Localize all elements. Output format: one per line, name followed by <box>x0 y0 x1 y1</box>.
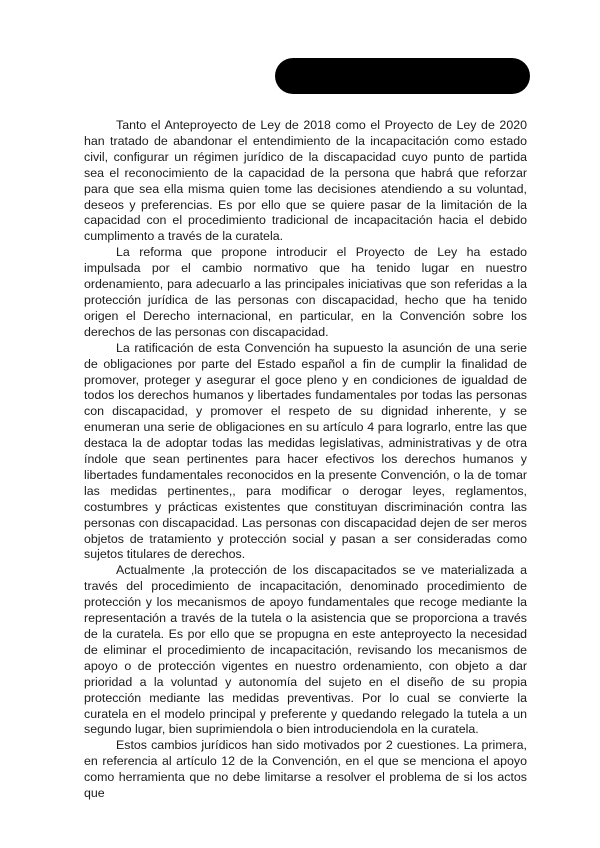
paragraph-5: Estos cambios jurídicos han sido motivados por 2 cuestiones. La primera, en referencia al artículo 12 de la Convención, en el que se menciona el apoyo como herramienta que no debe limitarse a resolver el problema de si los actos que <box>84 738 527 801</box>
redacted-name-block <box>275 58 530 94</box>
paragraph-1: Tanto el Anteproyecto de Ley de 2018 como el Proyecto de Ley de 2020 han tratado de abandonar el entendimiento de la incapacitación como estado civil, configurar un régimen jurídico de la discapacidad cuyo punto de partida sea el reconocimiento de la capacidad de la persona que habrá que reforzar para que sea ella misma quien tome las decisiones atendiendo a su voluntad, deseos y preferencias. Es por ello que se quiere pasar de la limitación de la capacidad con el procedimiento tradicional de incapacitación hacia el debido cumplimento a través de la curatela. <box>84 118 527 244</box>
paragraph-4: Actualmente ,la protección de los discapacitados se ve materializada a través del procedimiento de incapacitación, denominado procedimiento de protección y los mecanismos de apoyo fundamentales que recoge mediante la representación a través de la tutela o la asistencia que se proporciona a través de la curatela. Es por ello que se propugna en este anteproyecto la necesidad de eliminar el procedimiento de incapacitación, revisando los mecanismos de apoyo o de protección vigentes en nuestro ordenamiento, con objeto a dar prioridad a la voluntad y autonomía del sujeto en el diseño de su propia protección mediante las medidas preventivas. Por lo cual se convierte la curatela en el modelo principal y preferente y quedando relegado la tutela a un segundo lugar, bien suprimiendola o bien introduciendola en la curatela. <box>84 563 527 737</box>
document-body <box>84 118 527 802</box>
paragraph-2: La reforma que propone introducir el Proyecto de Ley ha estado impulsada por el cambio normativo que ha tenido lugar en nuestro ordenamiento, para adecuarlo a las principales iniciativas que son referidas a la protección jurídica de las personas con discapacidad, hecho que ha tenido origen el Derecho internacional, en particular, en la Convención sobre los derechos de las personas con discapacidad. <box>84 245 527 339</box>
paragraph-3: La ratificación de esta Convención ha supuesto la asunción de una serie de obligaciones por parte del Estado español a fin de cumplir la finalidad de promover, proteger y asegurar el goce pleno y en condiciones de igualdad de todos los derechos humanos y libertades fundamentales por todas las personas con discapacidad, y promover el respeto de su dignidad inherente, y se enumeran una serie de obligaciones en su artículo 4 para lograrlo, entre las que destaca la de adoptar todas las medidas legislativas, administrativas y de otra índole que sean pertinentes para hacer efectivos los derechos humanos y libertades fundamentales reconocidos en la presente Convención, o la de tomar las medidas pertinentes,, para modificar o derogar leyes, reglamentos, costumbres y prácticas existentes que constituyan discriminación contra las personas con discapacidad. Las personas con discapacidad dejen de ser meros objetos de tratamiento y protección social y pasan a ser consideradas como sujetos titulares de derechos. <box>84 340 527 562</box>
